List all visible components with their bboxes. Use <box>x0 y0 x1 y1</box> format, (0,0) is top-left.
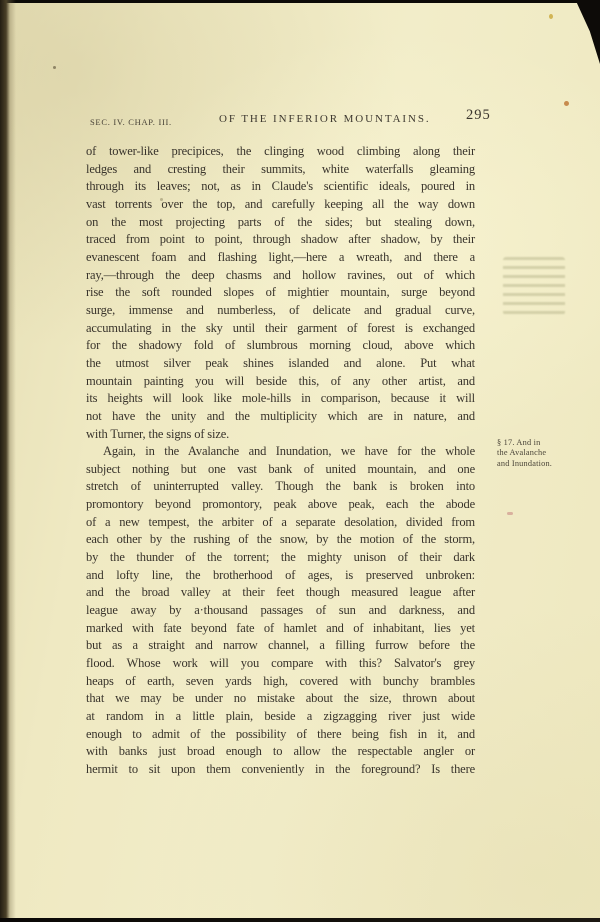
text-line: mountain painting you will beside this, of any other artist, and <box>86 373 475 388</box>
text-line: the utmost silver peak shines islanded and alone. Put what <box>86 355 475 370</box>
text-line: surge, immense and numberless, of delicate and gradual curve, <box>86 302 475 317</box>
text-line: with Turner, the signs of size. <box>86 426 230 441</box>
ink-show-through <box>503 257 565 315</box>
text-line: traced from point to point, through shadow after shadow, by their <box>86 232 475 247</box>
text-line: evanescent foam and flashing light,—here a wreath, and there a <box>86 249 475 264</box>
text-line: subject nothing but one vast bank of united mountain, and one <box>86 461 475 476</box>
scan-edge-top <box>0 0 600 3</box>
text-line: and lofty line, the brotherhood of ages, is preserved unbroken: <box>86 567 475 582</box>
text-line: with banks just broad enough to allow the respectable angler or <box>86 744 475 759</box>
text-line: Again, in the Avalanche and Inundation, we have for the whole <box>103 444 475 459</box>
text-line: on the most projecting parts of the sides; but stealing down, <box>86 214 475 229</box>
paper-speck <box>53 66 56 69</box>
scan-edge-left <box>0 0 16 922</box>
text-line: enough to admit of the possibility of there being fish in it, and <box>86 726 475 741</box>
paragraph <box>86 443 475 778</box>
paper-speck <box>549 14 553 19</box>
section-chapter-label: SEC. IV. CHAP. III. <box>90 117 172 127</box>
text-line: promontory beyond promontory, peak above peak, each the abode <box>86 497 475 512</box>
scan-edge-bottom <box>0 918 600 922</box>
text-line: rise the soft rounded slopes of mightier mountain, surge beyond <box>86 285 475 300</box>
paper-speck <box>564 101 569 106</box>
text-line: by the thunder of the torrent; the mighty unison of their dark <box>86 550 475 565</box>
sidenote <box>497 438 581 469</box>
text-line: league away by a·thousand passages of sun and darkness, and <box>86 603 475 618</box>
running-title: OF THE INFERIOR MOUNTAINS. <box>219 113 431 125</box>
body-text <box>86 143 475 779</box>
text-line: of tower-like precipices, the clinging wood climbing along their <box>86 144 475 158</box>
text-line: at random in a little plain, beside a zigzagging river just wide <box>86 709 475 723</box>
text-line: through its leaves; not, as in Claude's scientific ideals, poured in <box>86 179 475 194</box>
text-line: vast torrents over the top, and carefully keeping all the way down <box>86 196 475 211</box>
text-line: not have the unity and the multiplicity which are in nature, and <box>86 408 475 423</box>
sidenote-line: § 17. And in <box>497 438 541 447</box>
text-line: marked with fate beyond fate of hamlet and of inhabitant, lies yet <box>86 620 475 635</box>
text-line: stretch of uninterrupted valley. Though the bank is broken into <box>86 479 475 494</box>
paragraph <box>86 143 475 443</box>
text-line: and the broad valley at their feet though measured league after <box>86 585 475 600</box>
text-line: that we may be under no mistake about the size, thrown about <box>86 691 475 706</box>
text-line: its heights will look like mole-hills in comparison, because it will <box>86 391 475 406</box>
text-line: for the shadowy fold of slumbrous morning cloud, above which <box>86 338 475 353</box>
paper-speck <box>507 512 513 515</box>
text-line: ledges and cresting their summits, white waterfalls gleaming <box>86 161 475 176</box>
text-line: hermit to sit upon them conveniently in the foreground? Is there <box>86 761 475 776</box>
text-line: ray,—through the deep chasms and hollow ravines, out of which <box>86 267 475 282</box>
text-line: flood. Whose work will you compare with this? Salvator's grey <box>86 656 475 671</box>
text-line: each other by the rushing of the snow, by the motion of the storm, <box>86 532 475 547</box>
page-number: 295 <box>466 107 491 123</box>
text-line: heaps of earth, seven yards high, covered with bunchy brambles <box>86 673 475 688</box>
scan-corner-shadow <box>566 0 600 78</box>
text-line: accumulating in the sky until their garment of forest is exchanged <box>86 320 475 335</box>
sidenote-line: and Inundation. <box>497 458 553 468</box>
text-line: but as a straight and narrow channel, a filling furrow before the <box>86 638 475 653</box>
text-line: of a new tempest, the arbiter of a separate desolation, divided from <box>86 514 475 529</box>
sidenote-line: the Avalanche <box>497 448 547 458</box>
